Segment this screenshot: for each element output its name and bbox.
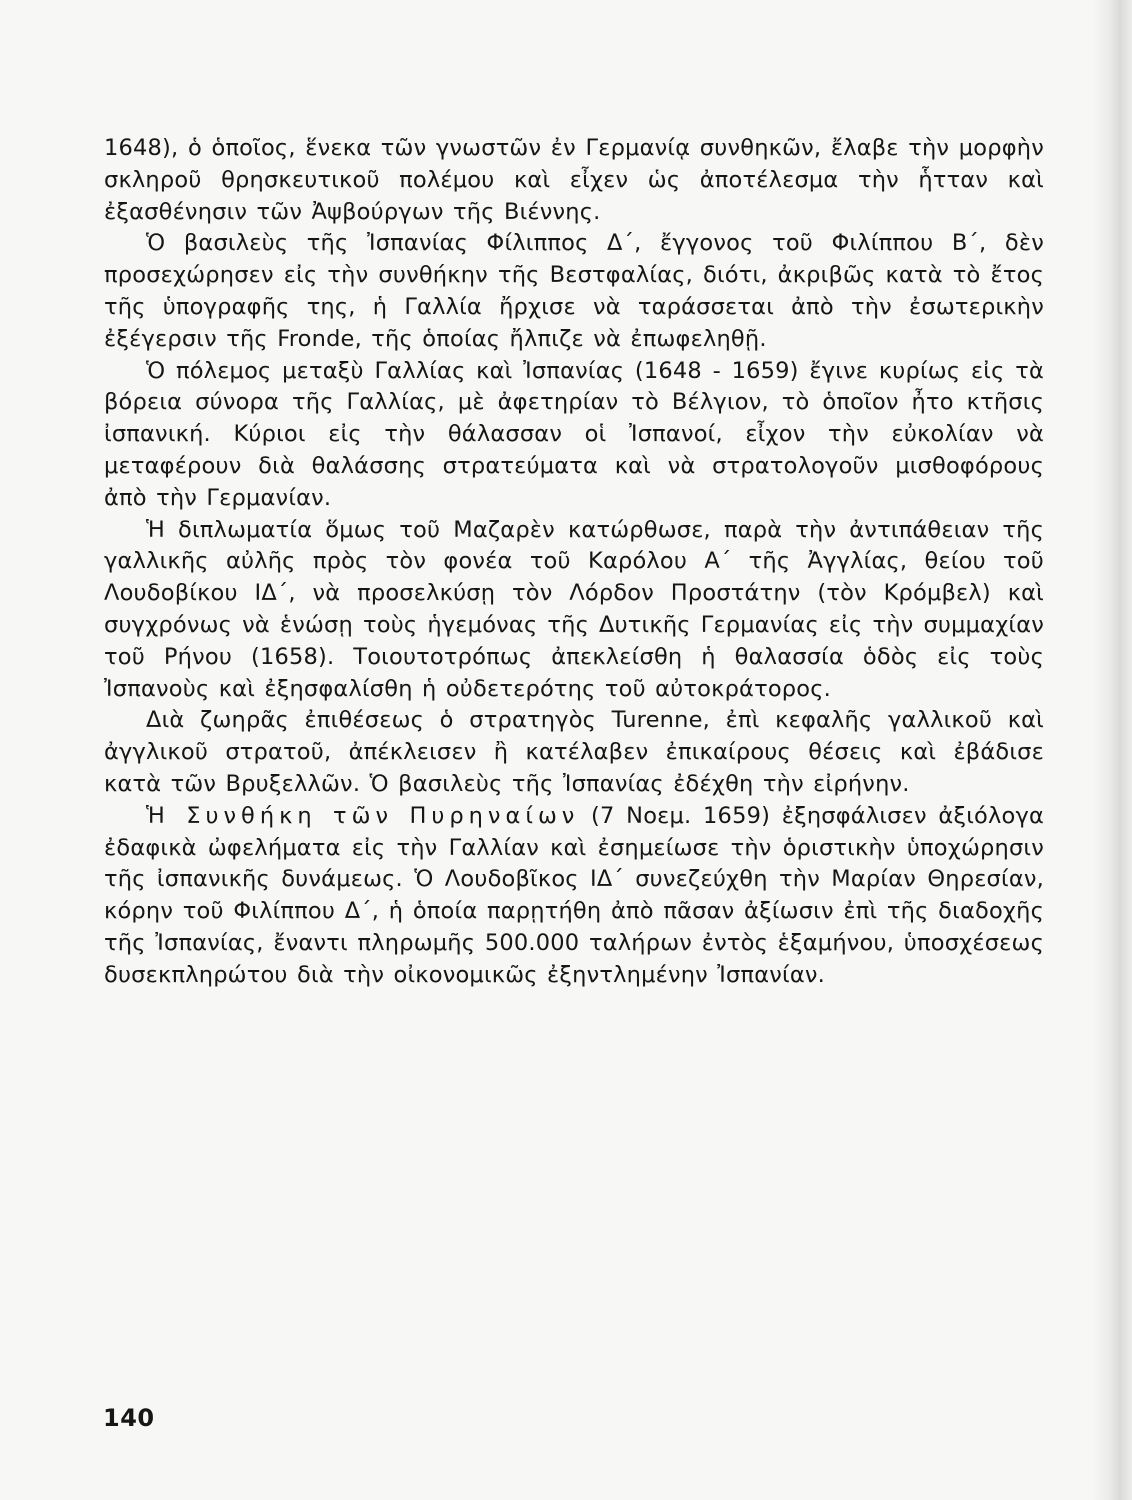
paragraph-1: 1648), ὁ ὁποῖος, ἕνεκα τῶν γνωστῶν ἐν Γερμανίᾳ συνθηκῶν, ἔλαβε τὴν μορφὴν σκληροῦ θρησκευτικοῦ πολέμου καὶ εἶχεν ὡς ἀποτέλεσμα τὴν ἧτταν καὶ ἐξασθένησιν τῶν Ἀψβούργων τῆς Βιέννης. <box>104 135 1044 225</box>
paragraph-2: Ὁ βασιλεὺς τῆς Ἰσπανίας Φίλιππος Δ΄, ἔγγονος τοῦ Φιλίππου Β΄, δὲν προσεχώρησεν εἰς τὴν συνθήκην τῆς Βεστφαλίας, διότι, ἀκριβῶς κατὰ τὸ ἔτος τῆς ὑπογραφῆς της, ἡ Γαλλία ἤρχισε νὰ ταράσσεται ἀπὸ τὴν ἐσωτερικὴν ἐξέγερσιν τῆς Fronde, τῆς ὁποίας ἤλπιζε νὰ ἐπωφεληθῇ. <box>104 230 1044 352</box>
paragraph-5: Διὰ ζωηρᾶς ἐπιθέσεως ὁ στρατηγὸς Turenne, ἐπὶ κεφαλῆς γαλλικοῦ καὶ ἀγγλικοῦ στρατοῦ, ἀπέκλεισεν ἢ κατέλαβεν ἐπικαίρους θέσεις καὶ ἐβάδισε κατὰ τῶν Βρυξελλῶν. Ὁ βασιλεὺς τῆς Ἰσπανίας ἐδέχθη τὴν εἰρήνην. <box>104 707 1044 797</box>
body-text <box>104 133 1044 992</box>
paragraph-3: Ὁ πόλεμος μεταξὺ Γαλλίας καὶ Ἰσπανίας (1648 - 1659) ἔγινε κυρίως εἰς τὰ βόρεια σύνορα τῆς Γαλλίας, μὲ ἀφετηρίαν τὸ Βέλγιον, τὸ ὁποῖον ἦτο κτῆσις ἰσπανική. Κύριοι εἰς τὴν θάλασσαν οἱ Ἰσπανοί, εἶχον τὴν εὐκολίαν νὰ μεταφέρουν διὰ θαλάσσης στρατεύματα καὶ νὰ στρατολογοῦν μισθοφόρους ἀπὸ τὴν Γερμανίαν. <box>104 357 1044 511</box>
paragraph-4: Ἡ διπλωματία ὅμως τοῦ Μαζαρὲν κατώρθωσε, παρὰ τὴν ἀντιπάθειαν τῆς γαλλικῆς αὐλῆς πρὸς τὸν φονέα τοῦ Καρόλου Α΄ τῆς Ἀγγλίας, θείου τοῦ Λουδοβίκου ΙΔ΄, νὰ προσελκύσῃ τὸν Λόρδον Προστάτην (τὸν Κρόμβελ) καὶ συγχρόνως νὰ ἑνώσῃ τοὺς ἡγεμόνας τῆς Δυτικῆς Γερμανίας εἰς τὴν συμμαχίαν τοῦ Ρήνου (1658). Τοιουτοτρόπως ἀπεκλείσθη ἡ θαλασσία ὁδὸς εἰς τοὺς Ἰσπανοὺς καὶ ἐξησφαλίσθη ἡ οὐδετερότης τοῦ αὐτοκράτορος. <box>104 516 1044 702</box>
page-number: 140 <box>103 1404 155 1432</box>
paragraph-6-text: (7 Νοεμ. 1659) ἐξησφάλισεν ἀξιόλογα ἐδαφικὰ ὠφελήματα εἰς τὴν Γαλλίαν καὶ ἐσημείωσε τὴν ὁριστικὴν ὑποχώρησιν τῆς ἰσπανικῆς δυνάμεως. Ὁ Λουδοβῖκος ΙΔ΄ συνεζεύχθη τὴν Μαρίαν Θηρεσίαν, κόρην τοῦ Φιλίππου Δ΄, ἡ ὁποία παρῃτήθη ἀπὸ πᾶσαν ἀξίωσιν ἐπὶ τῆς διαδοχῆς τῆς Ἰσπανίας, ἔναντι πληρωμῆς 500.000 ταλήρων ἐντὸς ἑξαμήνου, ὑποσχέσεως δυσεκπληρώτου διὰ τὴν οἰκονομικῶς ἐξηντλημένην Ἰσπανίαν. <box>104 802 1044 988</box>
treaty-title: Ἡ Συνθήκη τῶν Πυρηναίων <box>146 802 580 829</box>
page-edge-shadow <box>1092 0 1132 1500</box>
paragraph-6 <box>104 801 1044 992</box>
